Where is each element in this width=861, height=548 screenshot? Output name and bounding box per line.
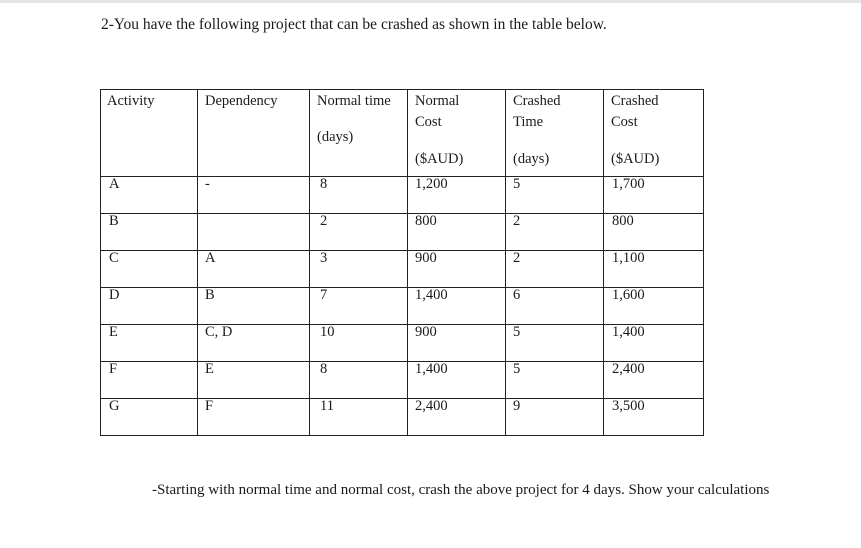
table-row: [101, 177, 704, 214]
header-crashed-cost: [604, 90, 704, 177]
cell-normal-time: [310, 325, 408, 362]
project-crash-table: [100, 89, 704, 436]
cell-normal-time: [310, 288, 408, 325]
cell-crashed-cost: [604, 177, 704, 214]
cell-crashed-cost-text: 1,700: [612, 176, 645, 192]
cell-crashed-time: [506, 251, 604, 288]
top-border-line: [0, 0, 861, 3]
cell-crashed-cost: [604, 288, 704, 325]
cell-activity-text: D: [109, 287, 120, 303]
header-crashed-time-line2: Time: [513, 114, 544, 130]
header-dependency: [198, 90, 310, 177]
cell-crashed-cost: [604, 362, 704, 399]
cell-dependency: [198, 362, 310, 399]
cell-normal-cost-text: 900: [415, 250, 437, 266]
cell-crashed-time: [506, 399, 604, 436]
table-row: [101, 362, 704, 399]
cell-crashed-time-text: 2: [513, 213, 521, 229]
cell-normal-cost: [408, 399, 506, 436]
cell-normal-cost: [408, 325, 506, 362]
cell-normal-time: [310, 177, 408, 214]
cell-crashed-cost-text: 1,100: [612, 250, 645, 266]
cell-normal-cost: [408, 362, 506, 399]
cell-activity: [101, 214, 198, 251]
cell-dependency: [198, 251, 310, 288]
header-normal-time: [310, 90, 408, 177]
cell-crashed-cost: [604, 325, 704, 362]
cell-normal-time-text: 8: [320, 176, 328, 192]
cell-normal-time: [310, 399, 408, 436]
cell-normal-time-text: 8: [320, 361, 328, 377]
cell-normal-time-text: 2: [320, 213, 328, 229]
cell-activity: [101, 399, 198, 436]
cell-normal-cost-text: 2,400: [415, 398, 448, 414]
cell-crashed-cost-text: 800: [612, 213, 634, 229]
cell-crashed-cost: [604, 214, 704, 251]
cell-crashed-cost: [604, 399, 704, 436]
table-row: [101, 325, 704, 362]
cell-crashed-cost-text: 1,400: [612, 324, 645, 340]
cell-normal-cost-text: 800: [415, 213, 437, 229]
cell-dependency: [198, 288, 310, 325]
cell-dependency: [198, 177, 310, 214]
header-activity: [101, 90, 198, 177]
cell-dependency-text: -: [205, 176, 210, 192]
cell-crashed-time-text: 5: [513, 324, 521, 340]
header-crashed-time: [506, 90, 604, 177]
instruction-text: -Starting with normal time and normal cost, crash the above project for 4 days. Show your calculations: [152, 482, 770, 498]
cell-crashed-time-text: 6: [513, 287, 521, 303]
cell-activity-text: E: [109, 324, 118, 340]
cell-dependency-text: E: [205, 361, 214, 377]
cell-crashed-time-text: 5: [513, 361, 521, 377]
cell-normal-cost: [408, 288, 506, 325]
cell-crashed-time-text: 2: [513, 250, 521, 266]
header-normal-cost-line1: Normal: [415, 93, 460, 109]
table-header-row: [101, 90, 704, 177]
header-dependency-line1: Dependency: [205, 93, 278, 109]
cell-activity-text: B: [109, 213, 119, 229]
cell-crashed-time-text: 5: [513, 176, 521, 192]
cell-activity: [101, 362, 198, 399]
cell-activity-text: A: [109, 176, 120, 192]
cell-activity: [101, 177, 198, 214]
cell-activity-text: F: [109, 361, 118, 377]
header-normal-cost-line2: Cost: [415, 114, 442, 130]
cell-normal-cost: [408, 251, 506, 288]
cell-normal-time-text: 10: [320, 324, 335, 340]
header-crashed-time-line1: Crashed: [513, 93, 561, 109]
cell-normal-cost-text: 900: [415, 324, 437, 340]
header-normal-time-line2: (days): [317, 129, 354, 145]
cell-crashed-time: [506, 214, 604, 251]
cell-crashed-time: [506, 325, 604, 362]
cell-normal-cost-text: 1,400: [415, 287, 448, 303]
cell-activity: [101, 288, 198, 325]
cell-dependency-text: C, D: [205, 324, 233, 340]
header-crashed-cost-line2: Cost: [611, 114, 638, 130]
cell-crashed-time: [506, 177, 604, 214]
header-normal-time-line1: Normal time: [317, 93, 391, 109]
cell-normal-time-text: 3: [320, 250, 328, 266]
cell-dependency-text: F: [205, 398, 214, 414]
header-normal-cost: [408, 90, 506, 177]
cell-normal-time: [310, 214, 408, 251]
table-row: [101, 288, 704, 325]
table-row: [101, 399, 704, 436]
cell-activity: [101, 251, 198, 288]
cell-activity-text: G: [109, 398, 120, 414]
table-row: [101, 214, 704, 251]
cell-normal-cost-text: 1,200: [415, 176, 448, 192]
cell-crashed-cost: [604, 251, 704, 288]
cell-crashed-cost-text: 1,600: [612, 287, 645, 303]
cell-dependency-text: A: [205, 250, 216, 266]
cell-crashed-time-text: 9: [513, 398, 521, 414]
cell-normal-time-text: 7: [320, 287, 328, 303]
cell-normal-cost-text: 1,400: [415, 361, 448, 377]
header-crashed-cost-line3: ($AUD): [611, 151, 660, 167]
cell-normal-time: [310, 362, 408, 399]
cell-crashed-time: [506, 288, 604, 325]
cell-crashed-time: [506, 362, 604, 399]
header-activity-line1: Activity: [107, 93, 155, 109]
header-crashed-time-line3: (days): [513, 151, 550, 167]
cell-dependency: [198, 214, 310, 251]
cell-normal-cost: [408, 177, 506, 214]
cell-dependency: [198, 325, 310, 362]
cell-normal-time-text: 11: [320, 398, 334, 414]
cell-crashed-cost-text: 2,400: [612, 361, 645, 377]
cell-normal-cost: [408, 214, 506, 251]
question-heading: 2-You have the following project that can be crashed as shown in the table below.: [101, 16, 607, 33]
cell-activity: [101, 325, 198, 362]
header-crashed-cost-line1: Crashed: [611, 93, 659, 109]
table-row: [101, 251, 704, 288]
cell-dependency-text: B: [205, 287, 215, 303]
cell-dependency: [198, 399, 310, 436]
cell-normal-time: [310, 251, 408, 288]
cell-activity-text: C: [109, 250, 119, 266]
cell-crashed-cost-text: 3,500: [612, 398, 645, 414]
header-normal-cost-line3: ($AUD): [415, 151, 464, 167]
